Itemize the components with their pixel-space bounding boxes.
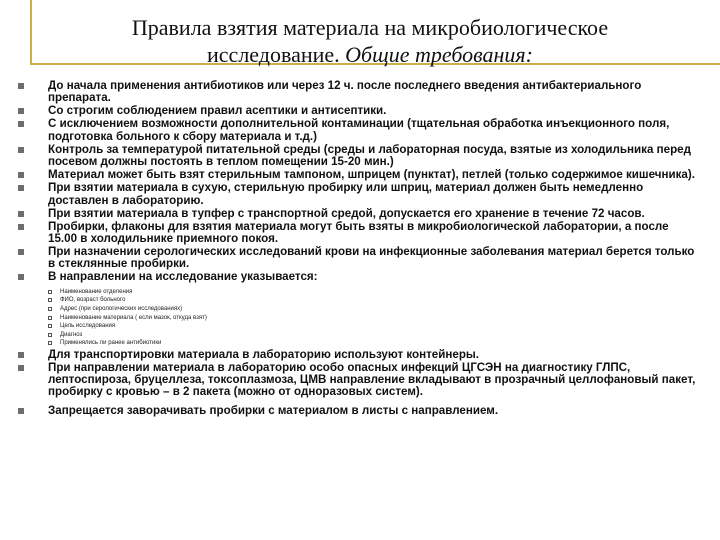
square-bullet-icon [18, 224, 24, 230]
list-item [18, 405, 698, 417]
list-item-text: При взятии материала в сухую, стерильную пробирку или шприц, материал должен быть немедленно доставлен в лабораторию. [48, 181, 644, 207]
list-item [18, 80, 698, 105]
list-item-text: Со строгим соблюдением правил асептики и антисептики. [48, 104, 387, 118]
list-item [18, 362, 698, 399]
requirements-list [18, 80, 698, 418]
square-bullet-icon [18, 365, 24, 371]
list-item [18, 169, 698, 181]
list-item [18, 144, 698, 169]
sub-list-item-text: Цель исследования [60, 323, 116, 330]
sub-list-item-text: Наименование отделения [60, 288, 133, 295]
square-bullet-icon [18, 408, 24, 414]
sub-list-item [18, 314, 698, 323]
list-item-text: С исключением возможности дополнительной контаминации (тщательная обработка инъекционного поля, подготовка больного к сбору материала и т.д.) [48, 117, 670, 143]
list-item-text: Материал может быть взят стерильным тампоном, шприцем (пунктат), петлей (только содержимое кишечника). [48, 168, 695, 182]
sub-list-item [18, 296, 698, 305]
list-item [18, 208, 698, 220]
square-bullet-icon [18, 352, 24, 358]
list-item-text: В направлении на исследование указывается: [48, 270, 318, 284]
title-line-2 [40, 41, 700, 68]
list-item-text: При направлении материала в лабораторию особо опасных инфекций ЦГСЭН на диагностику ГЛПС, лептоспироза, бруцеллеза, токсоплазмоза, ЦМВ направление вкладывают в прозрачный целлофановый пакет, пробирку с кровью – в 2 пакета (можно от одноразовых систем). [48, 360, 696, 399]
sub-list-item [18, 288, 698, 297]
title-line-2-italic: Общие требования: [345, 42, 533, 67]
sub-list-item-text: Адрес (при серологических исследованиях) [60, 306, 183, 313]
square-bullet-icon [18, 185, 24, 191]
square-bullet-icon [18, 121, 24, 127]
list-item [18, 221, 698, 246]
hollow-square-bullet-icon [48, 307, 52, 311]
list-item-text: При взятии материала в тупфер с транспортной средой, допускается его хранение в течение 72 часов. [48, 206, 645, 220]
list-item-text: Запрещается заворачивать пробирки с материалом в листы с направлением. [48, 403, 499, 417]
square-bullet-icon [18, 83, 24, 89]
list-item-text: До начала применения антибиотиков или через 12 ч. после последнего введения антибактериального препарата. [48, 79, 642, 105]
sub-list-item-text: Наименование материала ( если мазок, откуда взят) [60, 314, 207, 321]
frame-vertical-line [30, 0, 32, 64]
sub-list-item-text: Применялись ли ранее антибиотики [60, 340, 162, 347]
hollow-square-bullet-icon [48, 298, 52, 302]
list-item [18, 105, 698, 117]
sub-list-item [18, 305, 698, 314]
hollow-square-bullet-icon [48, 316, 52, 320]
square-bullet-icon [18, 249, 24, 255]
list-item-text: При назначении серологических исследований крови на инфекционные заболевания материал берется только в стеклянные пробирки. [48, 245, 695, 271]
square-bullet-icon [18, 172, 24, 178]
square-bullet-icon [18, 147, 24, 153]
referral-fields-list [18, 288, 698, 348]
list-item [18, 118, 698, 143]
sub-list-item [18, 322, 698, 331]
title-line-2-plain: исследование. [207, 42, 340, 67]
hollow-square-bullet-icon [48, 324, 52, 328]
list-item [18, 271, 698, 348]
list-item-text: Контроль за температурой питательной среды (среды и лабораторная посуда, взятые из холодильника перед посевом должны постоять в теплом помещении 15-20 мин.) [48, 142, 691, 169]
hollow-square-bullet-icon [48, 341, 52, 345]
sub-list-item-text: Диагноз [60, 331, 83, 338]
hollow-square-bullet-icon [48, 290, 52, 294]
list-item [18, 349, 698, 361]
slide-title [40, 14, 700, 68]
list-item [18, 246, 698, 271]
list-item [18, 182, 698, 207]
sub-list-item [18, 331, 698, 340]
list-item-text: Пробирки, флаконы для взятия материала могут быть взяты в микробиологической лаборатории, а после 15.00 в холодильнике приемного покоя. [48, 219, 669, 246]
hollow-square-bullet-icon [48, 333, 52, 337]
square-bullet-icon [18, 108, 24, 114]
sub-list-item-text: ФИО, возраст больного [60, 297, 126, 304]
list-item-text: Для транспортировки материала в лабораторию используют контейнеры. [48, 347, 480, 361]
title-line-1: Правила взятия материала на микробиологическое [131, 15, 609, 40]
square-bullet-icon [18, 274, 24, 280]
square-bullet-icon [18, 211, 24, 217]
